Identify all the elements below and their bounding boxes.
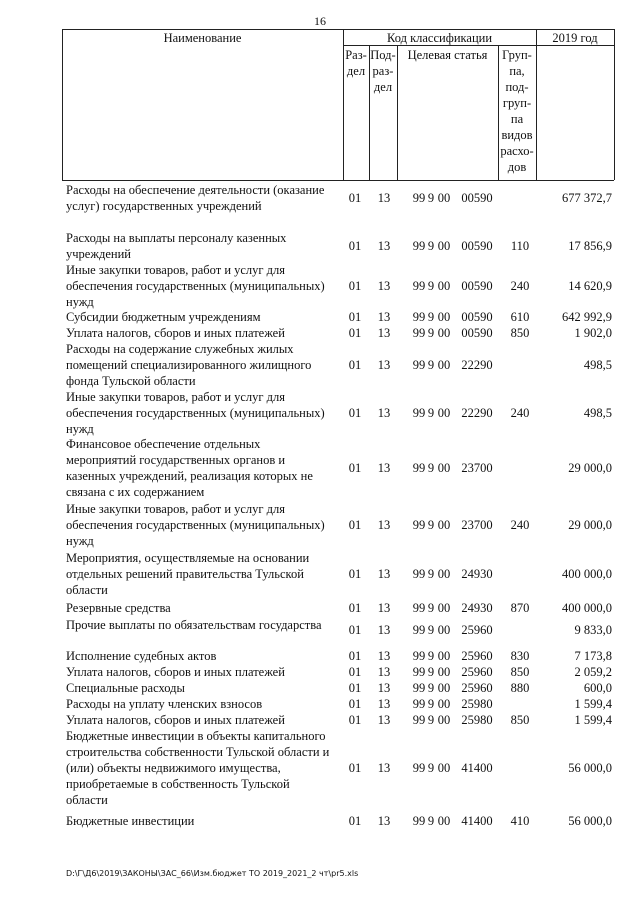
- cell-t2: 9: [427, 761, 435, 775]
- row-name: Расходы на обеспечение деятельности (оказание услуг) государственных учреждений: [66, 183, 325, 213]
- row-name: Расходы на выплаты персоналу казенных учреждений: [66, 231, 287, 261]
- cell-t3: 00: [437, 461, 451, 475]
- cell-t2: 9: [427, 326, 435, 340]
- cell-t1: 99: [412, 191, 426, 205]
- table-row: [0, 325, 640, 341]
- cell-t2: 9: [427, 461, 435, 475]
- cell-r: 01: [348, 601, 362, 615]
- cell-t3: 00: [437, 601, 451, 615]
- cell-v: 56 000,0: [568, 814, 612, 828]
- cell-r: 01: [348, 665, 362, 679]
- cell-g: 880: [510, 681, 530, 695]
- header-group: Груп- па, под- груп- па видов расхо- дов: [500, 48, 534, 174]
- cell-t1: 99: [412, 461, 426, 475]
- table-row: [0, 182, 640, 214]
- cell-v: 29 000,0: [568, 518, 612, 532]
- table-row: [0, 389, 640, 437]
- cell-t1: 99: [412, 310, 426, 324]
- cell-r: 01: [348, 518, 362, 532]
- row-name: Бюджетные инвестиции: [66, 814, 195, 828]
- cell-t4: 24930: [461, 601, 493, 615]
- cell-p: 13: [377, 310, 391, 324]
- cell-g: 850: [510, 713, 530, 727]
- cell-t3: 00: [437, 665, 451, 679]
- cell-r: 01: [348, 713, 362, 727]
- cell-p: 13: [377, 623, 391, 637]
- cell-v: 1 902,0: [574, 326, 612, 340]
- cell-p: 13: [377, 191, 391, 205]
- cell-t2: 9: [427, 239, 435, 253]
- cell-t3: 00: [437, 649, 451, 663]
- cell-t4: 41400: [461, 814, 493, 828]
- cell-r: 01: [348, 567, 362, 581]
- cell-t1: 99: [412, 761, 426, 775]
- cell-t3: 00: [437, 406, 451, 420]
- page-number: 16: [314, 14, 326, 28]
- cell-t4: 25980: [461, 697, 493, 711]
- cell-r: 01: [348, 681, 362, 695]
- cell-t1: 99: [412, 601, 426, 615]
- cell-p: 13: [377, 518, 391, 532]
- cell-v: 56 000,0: [568, 761, 612, 775]
- cell-r: 01: [348, 649, 362, 663]
- cell-t2: 9: [427, 518, 435, 532]
- cell-p: 13: [377, 697, 391, 711]
- cell-t1: 99: [412, 681, 426, 695]
- cell-t3: 00: [437, 681, 451, 695]
- cell-t4: 25960: [461, 623, 493, 637]
- cell-t2: 9: [427, 623, 435, 637]
- cell-g: 240: [510, 406, 530, 420]
- cell-p: 13: [377, 358, 391, 372]
- cell-t2: 9: [427, 697, 435, 711]
- cell-v: 600,0: [583, 681, 612, 695]
- cell-g: 850: [510, 665, 530, 679]
- cell-t1: 99: [412, 358, 426, 372]
- cell-t1: 99: [412, 239, 426, 253]
- table-row: [0, 712, 640, 728]
- table-row: [0, 813, 640, 829]
- cell-t3: 00: [437, 279, 451, 293]
- cell-p: 13: [377, 406, 391, 420]
- cell-r: 01: [348, 310, 362, 324]
- file-path: D:\Г\Д6\2019\ЗАКОНЫ\ЗАС_66\Изм.бюджет ТО 2019_2021_2 чт\pr5.xls: [66, 869, 359, 878]
- cell-t4: 25960: [461, 665, 493, 679]
- cell-v: 7 173,8: [574, 649, 612, 663]
- table-row: [0, 436, 640, 500]
- cell-v: 498,5: [583, 358, 612, 372]
- cell-t1: 99: [412, 649, 426, 663]
- cell-t4: 00590: [461, 310, 493, 324]
- cell-g: 610: [510, 310, 530, 324]
- cell-t4: 00590: [461, 239, 493, 253]
- cell-t4: 00590: [461, 326, 493, 340]
- cell-g: 110: [510, 239, 530, 253]
- table-row: [0, 341, 640, 389]
- cell-t4: 23700: [461, 518, 493, 532]
- row-name: Расходы на содержание служебных жилых помещений специализированного жилищного фонда Тульской области: [66, 342, 312, 388]
- row-name: Уплата налогов, сборов и иных платежей: [66, 326, 285, 340]
- cell-v: 400 000,0: [562, 601, 612, 615]
- cell-t1: 99: [412, 518, 426, 532]
- cell-v: 14 620,9: [568, 279, 612, 293]
- cell-r: 01: [348, 191, 362, 205]
- table-row: [0, 230, 640, 262]
- cell-t3: 00: [437, 713, 451, 727]
- cell-t2: 9: [427, 713, 435, 727]
- row-name: Исполнение судебных актов: [66, 649, 217, 663]
- cell-t3: 00: [437, 239, 451, 253]
- cell-p: 13: [377, 567, 391, 581]
- cell-p: 13: [377, 326, 391, 340]
- cell-p: 13: [377, 713, 391, 727]
- table-header: [62, 29, 614, 180]
- cell-t4: 23700: [461, 461, 493, 475]
- row-name: Резервные средства: [66, 601, 171, 615]
- cell-v: 400 000,0: [562, 567, 612, 581]
- cell-t1: 99: [412, 697, 426, 711]
- table-row: [0, 262, 640, 310]
- table-row: [0, 680, 640, 696]
- table-row: [0, 501, 640, 549]
- cell-t1: 99: [412, 713, 426, 727]
- row-name: Расходы на уплату членских взносов: [66, 697, 263, 711]
- row-name: Финансовое обеспечение отдельных мероприятий государственных органов и казенных учреждений, реализация которых не связана с их содержанием: [66, 437, 313, 499]
- row-name: Бюджетные инвестиции в объекты капитального строительства собственности Тульской области и (или) объекты недвижимого имущества, приобретаемые в собственность Тульской области: [66, 729, 330, 807]
- row-name: Прочие выплаты по обязательствам государства: [66, 618, 322, 632]
- cell-v: 17 856,9: [568, 239, 612, 253]
- header-target: Целевая статья: [407, 48, 488, 62]
- table-row: [0, 728, 640, 808]
- cell-v: 642 992,9: [562, 310, 612, 324]
- cell-t2: 9: [427, 406, 435, 420]
- row-name: Специальные расходы: [66, 681, 185, 695]
- cell-t4: 24930: [461, 567, 493, 581]
- cell-t3: 00: [437, 623, 451, 637]
- cell-t4: 25980: [461, 713, 493, 727]
- cell-t1: 99: [412, 326, 426, 340]
- cell-t2: 9: [427, 814, 435, 828]
- cell-g: 850: [510, 326, 530, 340]
- cell-t2: 9: [427, 649, 435, 663]
- cell-r: 01: [348, 461, 362, 475]
- cell-t4: 22290: [461, 358, 493, 372]
- table-row: [0, 600, 640, 616]
- table-row: [0, 550, 640, 598]
- cell-p: 13: [377, 279, 391, 293]
- header-classification: Код классификации: [386, 31, 493, 45]
- cell-t1: 99: [412, 623, 426, 637]
- cell-g: 870: [510, 601, 530, 615]
- table-row: [0, 309, 640, 325]
- table-row: [0, 648, 640, 664]
- cell-t2: 9: [427, 567, 435, 581]
- cell-t3: 00: [437, 814, 451, 828]
- cell-t4: 25960: [461, 649, 493, 663]
- header-podrazdel: Под- раз- дел: [370, 48, 396, 94]
- cell-v: 1 599,4: [574, 713, 612, 727]
- cell-t2: 9: [427, 601, 435, 615]
- cell-r: 01: [348, 279, 362, 293]
- cell-v: 498,5: [583, 406, 612, 420]
- row-name: Уплата налогов, сборов и иных платежей: [66, 713, 285, 727]
- cell-t2: 9: [427, 665, 435, 679]
- cell-t2: 9: [427, 681, 435, 695]
- table-row: [0, 696, 640, 712]
- cell-r: 01: [348, 358, 362, 372]
- cell-t1: 99: [412, 567, 426, 581]
- cell-t3: 00: [437, 761, 451, 775]
- cell-t4: 22290: [461, 406, 493, 420]
- cell-g: 830: [510, 649, 530, 663]
- header-razdel: Раз- дел: [345, 48, 367, 78]
- cell-p: 13: [377, 814, 391, 828]
- row-name: Иные закупки товаров, работ и услуг для обеспечения государственных (муниципальных) нужд: [66, 390, 325, 436]
- cell-v: 677 372,7: [562, 191, 612, 205]
- cell-t1: 99: [412, 814, 426, 828]
- cell-r: 01: [348, 697, 362, 711]
- cell-v: 2 059,2: [574, 665, 612, 679]
- cell-v: 29 000,0: [568, 461, 612, 475]
- cell-t1: 99: [412, 665, 426, 679]
- cell-g: 410: [510, 814, 530, 828]
- cell-t1: 99: [412, 406, 426, 420]
- cell-p: 13: [377, 681, 391, 695]
- cell-g: 240: [510, 518, 530, 532]
- cell-r: 01: [348, 239, 362, 253]
- cell-p: 13: [377, 649, 391, 663]
- cell-t3: 00: [437, 310, 451, 324]
- row-name: Мероприятия, осуществляемые на основании отдельных решений правительства Тульской области: [66, 551, 310, 597]
- cell-t3: 00: [437, 697, 451, 711]
- cell-t4: 00590: [461, 191, 493, 205]
- cell-t2: 9: [427, 191, 435, 205]
- cell-t2: 9: [427, 279, 435, 293]
- cell-t3: 00: [437, 518, 451, 532]
- cell-t4: 41400: [461, 761, 493, 775]
- cell-t2: 9: [427, 310, 435, 324]
- cell-t4: 25960: [461, 681, 493, 695]
- cell-t1: 99: [412, 279, 426, 293]
- row-name: Уплата налогов, сборов и иных платежей: [66, 665, 285, 679]
- row-name: Иные закупки товаров, работ и услуг для обеспечения государственных (муниципальных) нужд: [66, 502, 325, 548]
- cell-r: 01: [348, 326, 362, 340]
- cell-v: 9 833,0: [574, 623, 612, 637]
- cell-p: 13: [377, 601, 391, 615]
- cell-r: 01: [348, 623, 362, 637]
- table-row: [0, 617, 640, 637]
- header-year: 2019 год: [552, 31, 598, 45]
- cell-t3: 00: [437, 358, 451, 372]
- row-name: Субсидии бюджетным учреждениям: [66, 310, 261, 324]
- cell-r: 01: [348, 761, 362, 775]
- cell-r: 01: [348, 406, 362, 420]
- cell-p: 13: [377, 461, 391, 475]
- cell-p: 13: [377, 761, 391, 775]
- cell-v: 1 599,4: [574, 697, 612, 711]
- header-name: Наименование: [163, 31, 242, 45]
- cell-p: 13: [377, 665, 391, 679]
- cell-t2: 9: [427, 358, 435, 372]
- cell-t3: 00: [437, 191, 451, 205]
- table-row: [0, 664, 640, 680]
- cell-t3: 00: [437, 567, 451, 581]
- cell-r: 01: [348, 814, 362, 828]
- row-name: Иные закупки товаров, работ и услуг для обеспечения государственных (муниципальных) нужд: [66, 263, 325, 309]
- cell-g: 240: [510, 279, 530, 293]
- cell-t4: 00590: [461, 279, 493, 293]
- cell-t3: 00: [437, 326, 451, 340]
- cell-p: 13: [377, 239, 391, 253]
